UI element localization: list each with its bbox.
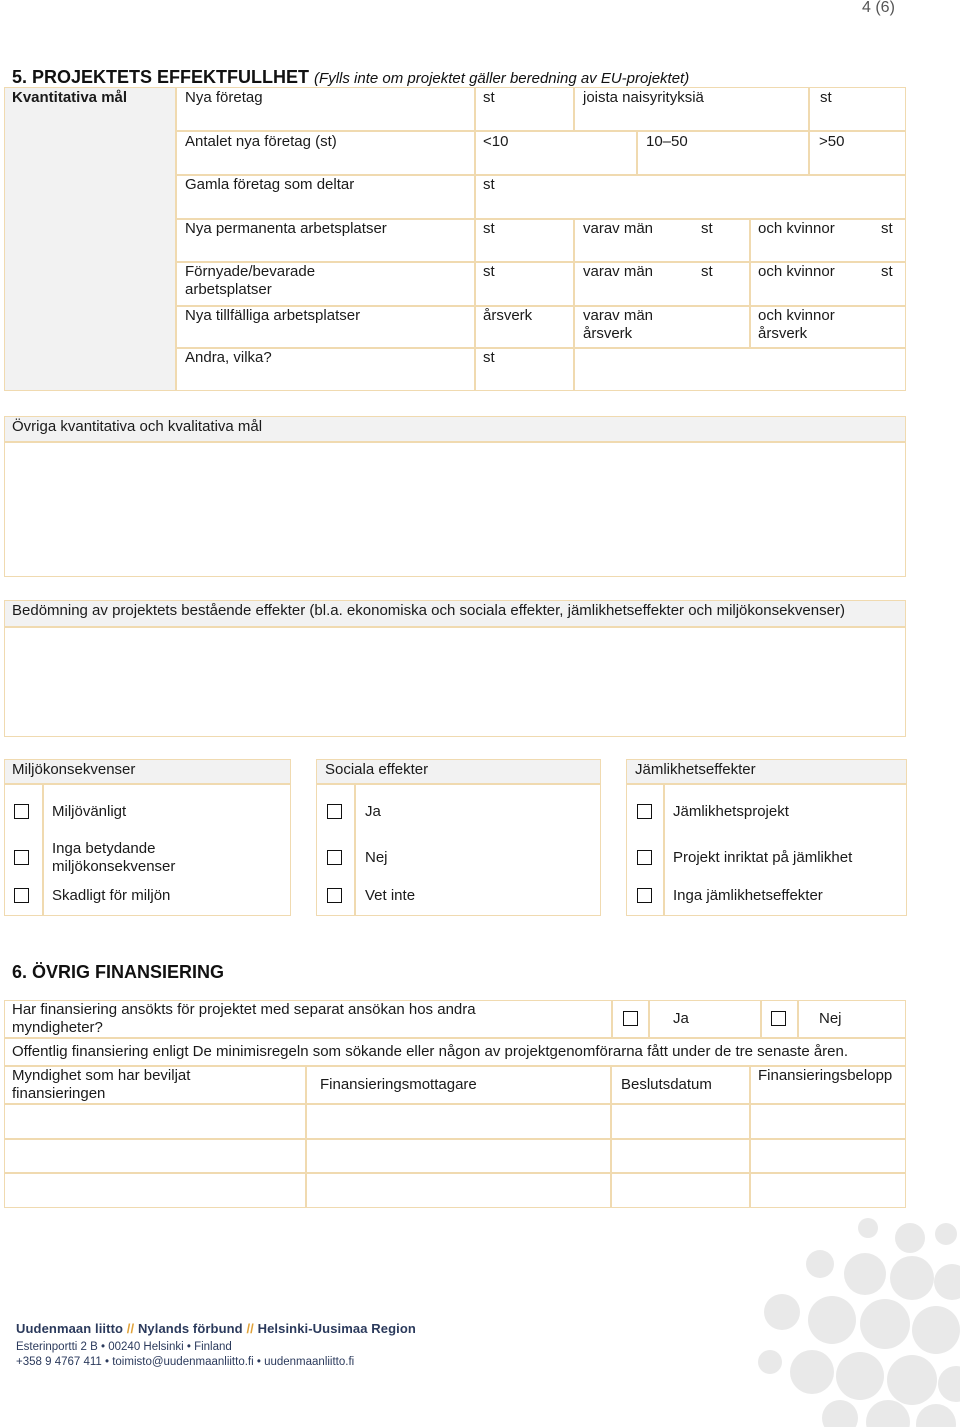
section-6-title: 6. ÖVRIG FINANSIERING: [12, 962, 225, 982]
skadligt-checkbox[interactable]: [14, 888, 29, 903]
row7-unit1: st: [483, 349, 495, 366]
col-beslutsdatum-label: Beslutsdatum: [621, 1076, 712, 1093]
fin-row2-c1[interactable]: [4, 1139, 306, 1173]
col-belopp-label: Finansieringsbelopp: [758, 1067, 893, 1084]
row4-unit1: st: [483, 220, 495, 237]
sociala-ja-label: Ja: [365, 803, 381, 820]
fin-row2-c3[interactable]: [611, 1139, 750, 1173]
deminimis-label: Offentlig finansiering enligt De minimisregeln som sökande eller någon av projektgenomförarna fått under de tre senaste åren.: [12, 1043, 849, 1060]
row6-unit1: årsverk: [483, 307, 533, 324]
finansiering-ja-checkbox[interactable]: [623, 1011, 638, 1026]
footer-logo: [16, 1321, 416, 1336]
row1-label2: joista naisyrityksiä: [583, 89, 704, 106]
row2-c1: <10: [483, 133, 509, 150]
miljo-header-label: Miljökonsekvenser: [12, 761, 136, 778]
no-label-cell: [798, 1000, 906, 1038]
footer-org2: Nylands förbund: [137, 1321, 243, 1336]
skadligt-label: Skadligt för miljön: [52, 887, 171, 904]
footer-sep1: //: [126, 1321, 135, 1336]
sociala-nej-checkbox[interactable]: [327, 850, 342, 865]
row4-label: Nya permanenta arbetsplatser: [185, 220, 387, 237]
inga-jamlikhet-checkbox[interactable]: [637, 888, 652, 903]
row5-unit1: st: [483, 263, 495, 280]
finansiering-ja-label: Ja: [673, 1010, 689, 1027]
col-mottagare-label: Finansieringsmottagare: [320, 1076, 477, 1093]
sociala-header-label: Sociala effekter: [325, 761, 429, 778]
page-number: 4 (6): [862, 0, 895, 16]
footer-contact: +358 9 4767 411 • toimisto@uudenmaanliitto.fi • uudenmaanliitto.fi: [16, 1356, 355, 1368]
row6-label: Nya tillfälliga arbetsplatser: [185, 307, 361, 324]
footer-org3: Helsinki-Uusimaa Region: [257, 1321, 416, 1336]
row5-label3: och kvinnor: [758, 263, 835, 280]
row6-label2: varav män årsverk: [583, 307, 654, 342]
row3-unit1: st: [483, 176, 495, 193]
fin-row1-c3[interactable]: [611, 1104, 750, 1139]
bedomning-textarea[interactable]: [4, 627, 906, 737]
row5-label2: varav män: [583, 263, 654, 280]
finansiering-nej-checkbox[interactable]: [771, 1011, 786, 1026]
section-5-note: (Fylls inte om projektet gäller beredning av EU-projektet): [314, 70, 690, 87]
section-5-title: [12, 67, 689, 88]
row6-label3: och kvinnor årsverk: [758, 307, 835, 342]
section-5-title-text: 5. PROJEKTETS EFFEKTFULLHET: [12, 67, 310, 87]
footer-address: Esterinportti 2 B • 00240 Helsinki • Finland: [16, 1341, 232, 1353]
inga-jamlikhet-label: Inga jämlikhetseffekter: [673, 887, 823, 904]
inga-betydande-label: Inga betydande miljökonsekvenser: [52, 840, 176, 875]
fin-row3-c2[interactable]: [306, 1173, 611, 1208]
row4-unit2: st: [701, 220, 713, 237]
row1-unit1: st: [483, 89, 495, 106]
row7-extra-cell[interactable]: [574, 348, 906, 391]
kvantitativa-label: Kvantitativa mål: [12, 89, 128, 106]
fin-row1-c1[interactable]: [4, 1104, 306, 1139]
question-label: Har finansiering ansökts för projektet med separat ansökan hos andra myndigheter?: [12, 1001, 476, 1036]
fin-row3-c4[interactable]: [750, 1173, 906, 1208]
fin-row3-c3[interactable]: [611, 1173, 750, 1208]
jamlikhetsprojekt-checkbox[interactable]: [637, 804, 652, 819]
sociala-vet-inte-label: Vet inte: [365, 887, 416, 904]
jamlikhetsprojekt-label: Jämlikhetsprojekt: [673, 803, 789, 820]
col-myndighet-label: Myndighet som har beviljat finansieringen: [12, 1067, 191, 1102]
yes-label-cell: [649, 1000, 761, 1038]
row5-unit3: st: [881, 263, 893, 280]
inga-betydande-checkbox[interactable]: [14, 850, 29, 865]
fin-row1-c4[interactable]: [750, 1104, 906, 1139]
row1-unit2: st: [820, 89, 832, 106]
row1-label: Nya företag: [185, 89, 263, 106]
ovriga-label: Övriga kvantitativa och kvalitativa mål: [12, 418, 263, 435]
inriktat-jamlikhet-label: Projekt inriktat på jämlikhet: [673, 849, 853, 866]
row4-label2: varav män: [583, 220, 654, 237]
finansiering-nej-label: Nej: [819, 1010, 842, 1027]
miljovanligt-checkbox[interactable]: [14, 804, 29, 819]
row4-unit3: st: [881, 220, 893, 237]
bedomning-label: Bedömning av projektets bestående effekter (bl.a. ekonomiska och sociala effekter, jämlikhetseffekter och miljökonsekvenser): [12, 602, 845, 619]
row5-label: Förnyade/bevarade arbetsplatser: [185, 263, 316, 298]
row7-label: Andra, vilka?: [185, 349, 272, 366]
fin-row3-c1[interactable]: [4, 1173, 306, 1208]
row2-c3: >50: [819, 133, 845, 150]
fin-row1-c2[interactable]: [306, 1104, 611, 1139]
fin-row2-c2[interactable]: [306, 1139, 611, 1173]
decorative-dots-graphic: [700, 1212, 960, 1427]
row2-c2: 10–50: [646, 133, 688, 150]
row2-label: Antalet nya företag (st): [185, 133, 337, 150]
miljovanligt-label: Miljövänligt: [52, 803, 127, 820]
ovriga-textarea[interactable]: [4, 442, 906, 577]
footer-sep2: //: [246, 1321, 254, 1336]
row3-label: Gamla företag som deltar: [185, 176, 355, 193]
sociala-vet-inte-checkbox[interactable]: [327, 888, 342, 903]
row5-unit2: st: [701, 263, 713, 280]
fin-row2-c4[interactable]: [750, 1139, 906, 1173]
inriktat-jamlikhet-checkbox[interactable]: [637, 850, 652, 865]
jamlikhet-header-label: Jämlikhetseffekter: [635, 761, 756, 778]
sociala-nej-label: Nej: [365, 849, 388, 866]
row3-value-cell[interactable]: [475, 175, 906, 219]
footer-org1: Uudenmaan liitto: [16, 1321, 124, 1336]
kvantitativa-label-cell: [4, 87, 176, 391]
row4-label3: och kvinnor: [758, 220, 835, 237]
sociala-ja-checkbox[interactable]: [327, 804, 342, 819]
